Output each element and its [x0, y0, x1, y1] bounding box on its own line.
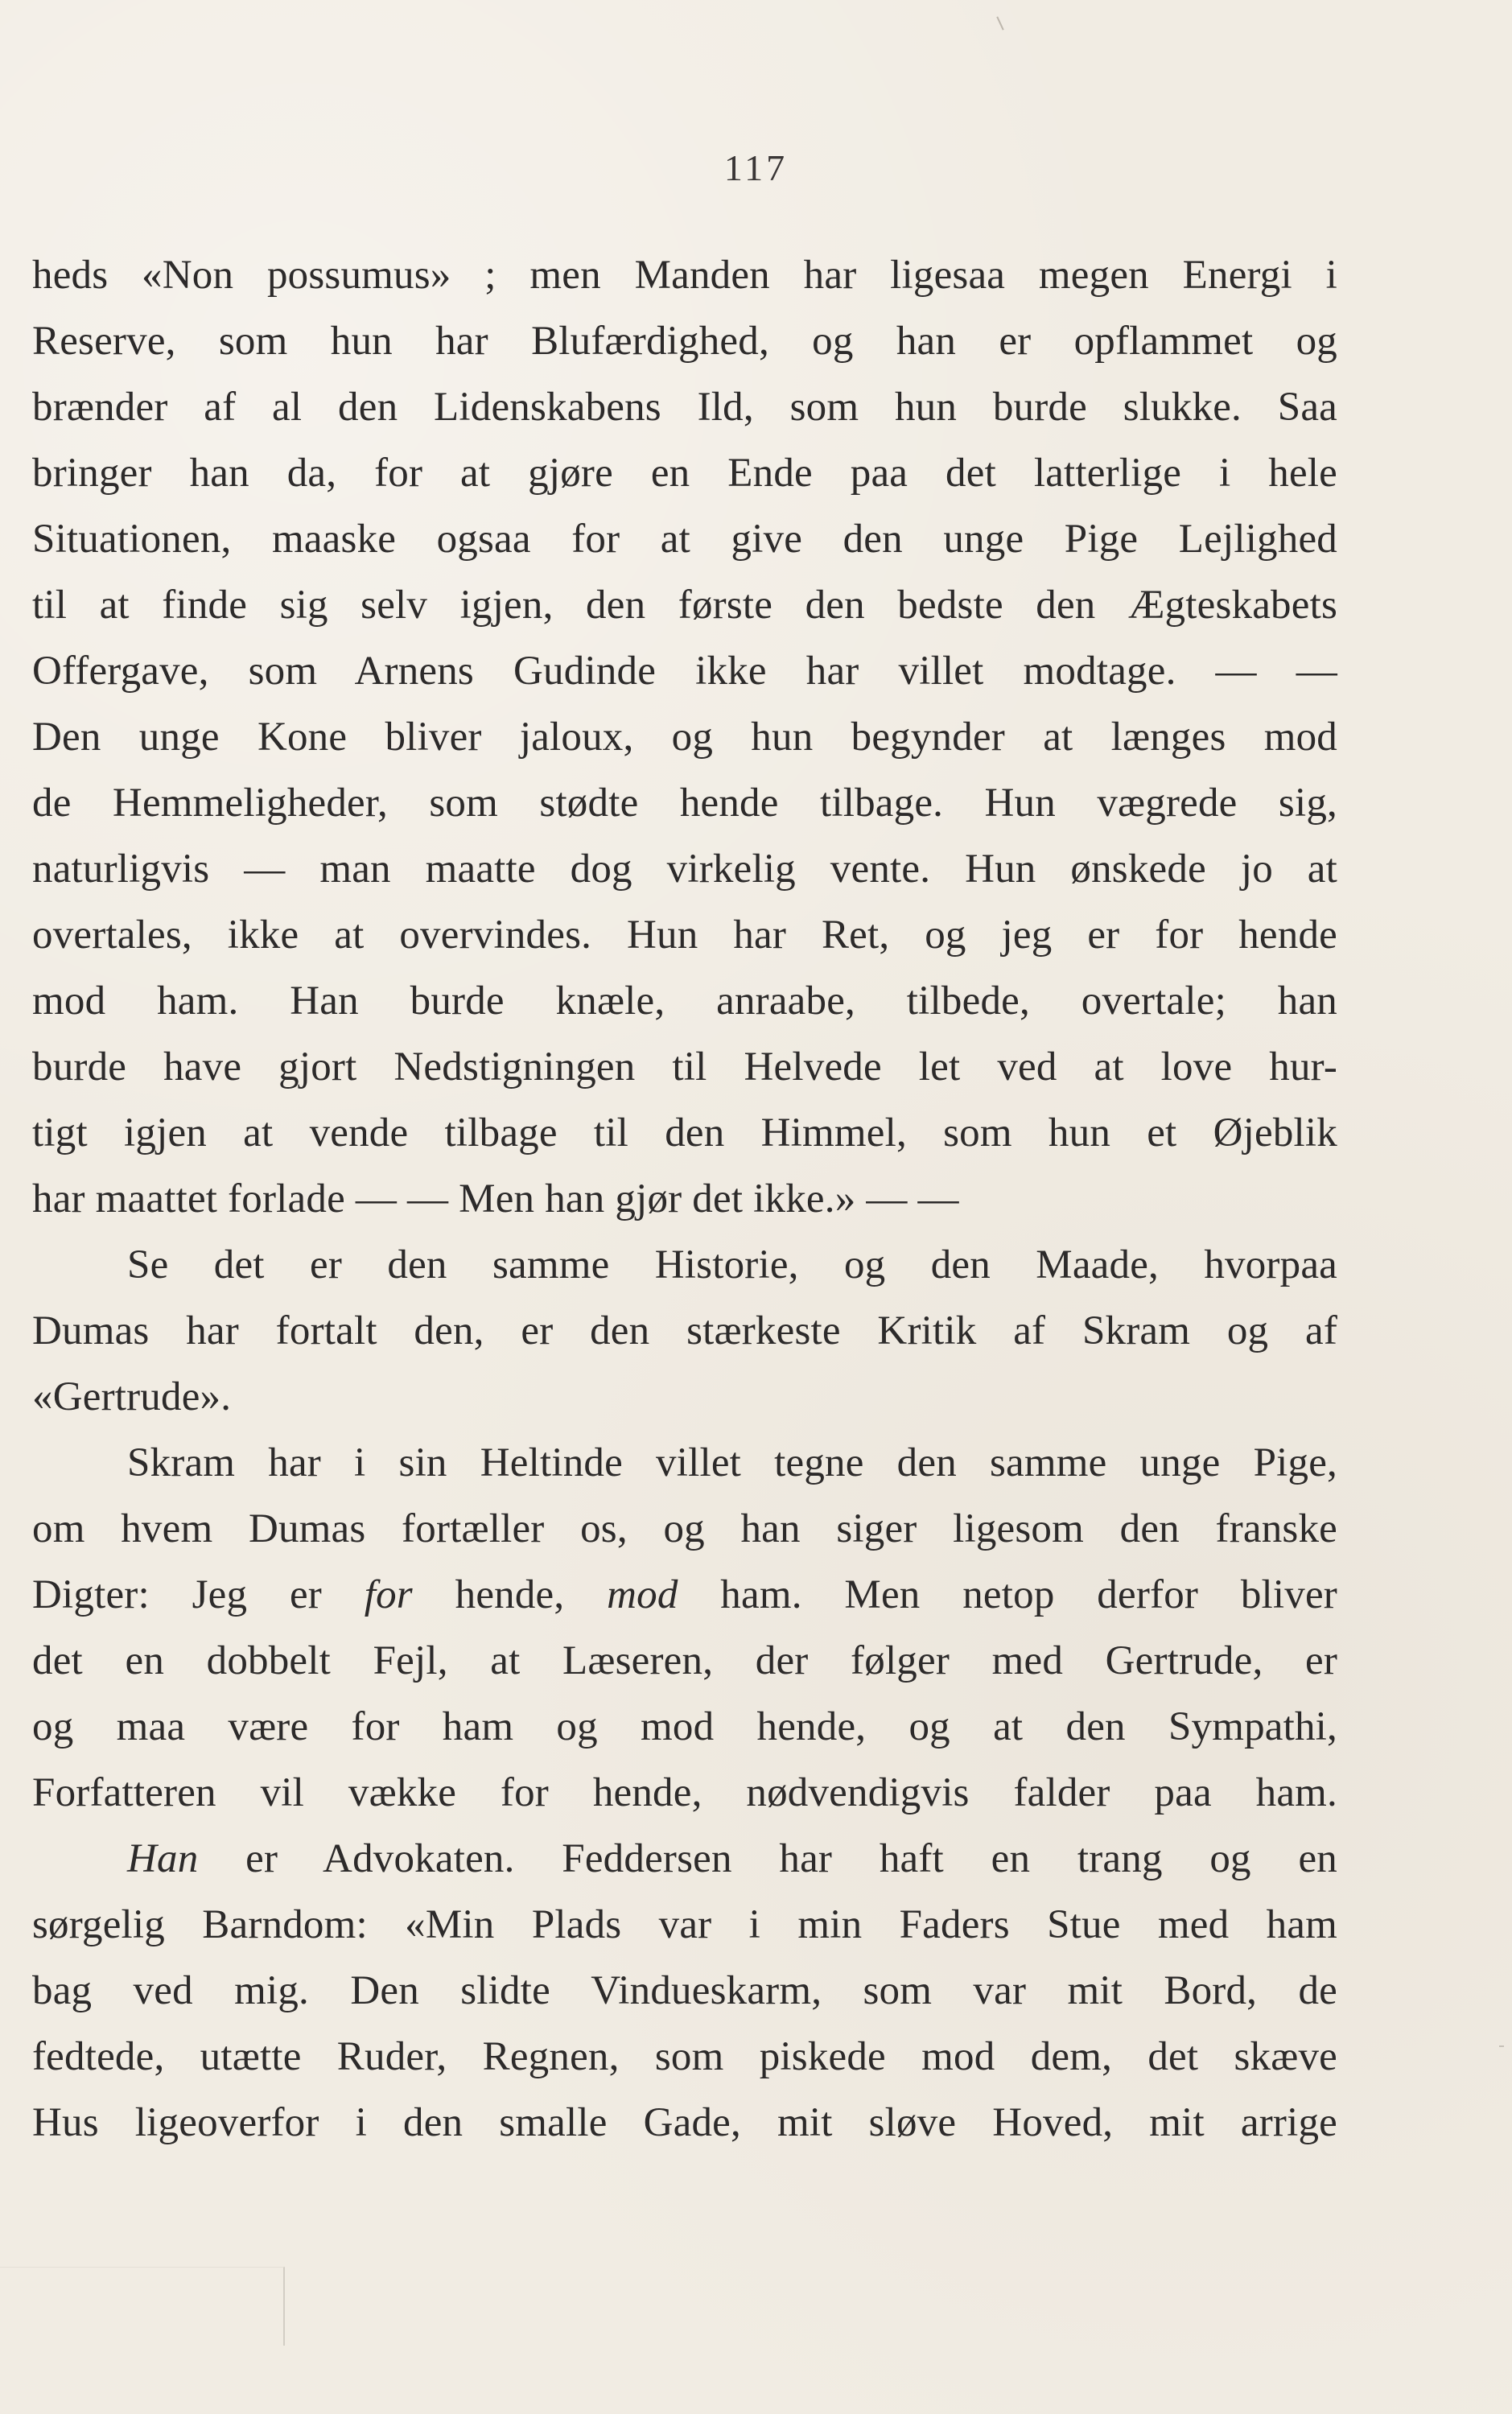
- text-line: heds «Non possumus» ; men Manden har ligesaa megen Energi i: [32, 253, 1337, 298]
- text-line: naturligvis — man maatte dog virkelig vente. Hun ønskede jo at: [32, 847, 1337, 892]
- text-segment: ham. Men netop derfor bliver: [678, 1572, 1337, 1617]
- text-line: tigt igjen at vende tilbage til den Himmel, som hun et Øjeblik: [32, 1110, 1337, 1156]
- text-line-indented: Skram har i sin Heltinde villet tegne den samme unge Pige,: [127, 1440, 1337, 1485]
- italic-word: for: [364, 1572, 413, 1617]
- text-line: mod ham. Han burde knæle, anraabe, tilbede, overtale; han: [32, 978, 1337, 1024]
- text-line: sørgelig Barndom: «Min Plads var i min Faders Stue med ham: [32, 1902, 1337, 1947]
- text-line: Situationen, maaske ogsaa for at give den unge Pige Lejlighed: [32, 517, 1337, 562]
- italic-word: mod: [607, 1572, 678, 1617]
- text-line: det en dobbelt Fejl, at Læseren, der følger med Gertrude, er: [32, 1638, 1337, 1683]
- margin-mark: [1499, 2045, 1504, 2047]
- text-line: Forfatteren vil vække for hende, nødvendigvis falder paa ham.: [32, 1770, 1337, 1815]
- text-line: de Hemmeligheder, som stødte hende tilbage. Hun vægrede sig,: [32, 781, 1337, 826]
- text-line: Reserve, som hun har Blufærdighed, og han er opflammet og: [32, 319, 1337, 364]
- text-line: bag ved mig. Den slidte Vindueskarm, som var mit Bord, de: [32, 1968, 1337, 2013]
- text-line: Hus ligeoverfor i den smalle Gade, mit sløve Hoved, mit arrige: [32, 2100, 1337, 2145]
- text-line: om hvem Dumas fortæller os, og han siger ligesom den franske: [32, 1506, 1337, 1551]
- text-segment: hende,: [412, 1572, 608, 1617]
- text-line: Dumas har fortalt den, er den stærkeste Kritik af Skram og af: [32, 1308, 1337, 1353]
- text-segment: Digter: Jeg er: [32, 1572, 365, 1617]
- text-line: burde have gjort Nedstigningen til Helvede let ved at love hur-: [32, 1044, 1337, 1090]
- text-line: «Gertrude».: [32, 1374, 232, 1419]
- text-line: brænder af al den Lidenskabens Ild, som hun burde slukke. Saa: [32, 385, 1337, 430]
- text-line-mixed: [32, 1562, 1337, 1628]
- page-number: 117: [723, 147, 789, 188]
- text-line-indented: Se det er den samme Historie, og den Maade, hvorpaa: [127, 1242, 1337, 1287]
- scan-mark: [996, 16, 1003, 30]
- text-line: har maattet forlade — — Men han gjør det ikke.» — —: [32, 1176, 959, 1221]
- text-line: overtales, ikke at overvindes. Hun har Ret, og jeg er for hende: [32, 912, 1337, 958]
- text-segment: er Advokaten. Feddersen har haft en trang og en: [198, 1836, 1337, 1881]
- body-text: [32, 242, 1337, 2156]
- text-line: bringer han da, for at gjøre en Ende paa det latterlige i hele: [32, 451, 1337, 496]
- scan-frame: [0, 2267, 285, 2346]
- text-line: fedtede, utætte Ruder, Regnen, som piskede mod dem, det skæve: [32, 2034, 1337, 2079]
- italic-word: Han: [127, 1836, 199, 1881]
- text-line: Den unge Kone bliver jaloux, og hun begynder at længes mod: [32, 715, 1337, 760]
- text-line: til at finde sig selv igjen, den første den bedste den Ægteskabets: [32, 583, 1337, 628]
- text-line: og maa være for ham og mod hende, og at den Sympathi,: [32, 1704, 1337, 1749]
- text-line: Offergave, som Arnens Gudinde ikke har villet modtage. — —: [32, 649, 1337, 694]
- text-line-indented: [32, 1826, 1337, 1892]
